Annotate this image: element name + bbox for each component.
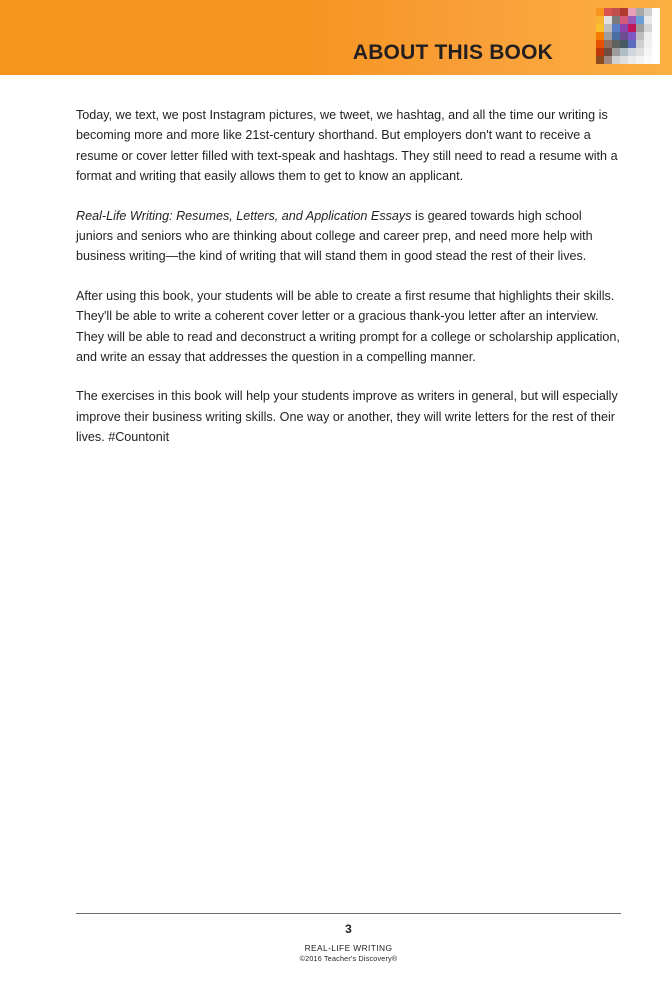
page-title: ABOUT THIS BOOK: [352, 41, 553, 64]
mosaic-cell: [604, 48, 612, 56]
mosaic-cell: [620, 32, 628, 40]
mosaic-cell: [596, 24, 604, 32]
mosaic-cell: [628, 16, 636, 24]
mosaic-cell: [652, 40, 660, 48]
mosaic-cell: [612, 8, 620, 16]
mosaic-cell: [636, 8, 644, 16]
paragraph-2-rest: is geared towards high school juniors and seniors who are thinking about college and career prep, and need more help with business writing—the kind of writing that will stand them in good stead the rest of their lives.: [76, 208, 593, 264]
page-number: 3: [345, 922, 352, 936]
mosaic-cell: [612, 24, 620, 32]
mosaic-cell: [652, 16, 660, 24]
mosaic-cell: [612, 32, 620, 40]
paragraph-3: After using this book, your students will be able to create a first resume that highlights their skills. They'll be able to write a coherent cover letter or a gracious thank-you letter after an interview. They will be able to read and deconstruct a writing prompt for a college or scholarship application, and write an essay that addresses the question in a compelling manner.: [76, 288, 620, 364]
mosaic-cell: [620, 48, 628, 56]
mosaic-cell: [644, 8, 652, 16]
mosaic-cell: [644, 24, 652, 32]
mosaic-cell: [644, 32, 652, 40]
book-title-italic: Real-Life Writing: Resumes, Letters, and Application Essays: [76, 208, 412, 223]
mosaic-cell: [612, 56, 620, 64]
mosaic-cell: [628, 32, 636, 40]
footer-divider: [76, 913, 621, 914]
mosaic-cell: [620, 24, 628, 32]
mosaic-cell: [628, 40, 636, 48]
footer-copyright: ©2016 Teacher's Discovery®: [299, 954, 398, 964]
mosaic-cell: [612, 48, 620, 56]
mosaic-cell: [636, 16, 644, 24]
mosaic-cell: [652, 48, 660, 56]
mosaic-cell: [636, 32, 644, 40]
mosaic-cell: [604, 8, 612, 16]
mosaic-cell: [652, 32, 660, 40]
mosaic-cell: [644, 40, 652, 48]
paragraph-2: [76, 206, 621, 267]
paragraph-4: The exercises in this book will help your students improve as writers in general, but will especially improve their business writing skills. One way or another, they will write letters for the rest of their lives. #Countonit: [76, 389, 618, 445]
footer-book-title: REAL-LIFE WRITING: [304, 942, 393, 953]
mosaic-cell: [604, 16, 612, 24]
mosaic-cell: [636, 48, 644, 56]
mosaic-cell: [620, 40, 628, 48]
mosaic-cell: [652, 8, 660, 16]
mosaic-cell: [596, 32, 604, 40]
mosaic-cell: [596, 16, 604, 24]
mosaic-cell: [620, 8, 628, 16]
mosaic-cell: [596, 48, 604, 56]
mosaic-cell: [652, 56, 660, 64]
mosaic-cell: [628, 56, 636, 64]
mosaic-cell: [636, 24, 644, 32]
mosaic-cell: [596, 8, 604, 16]
mosaic-cell: [644, 48, 652, 56]
mosaic-cell: [620, 16, 628, 24]
mosaic-cell: [604, 56, 612, 64]
mosaic-cell: [620, 56, 628, 64]
mosaic-cell: [636, 40, 644, 48]
mosaic-cell: [628, 48, 636, 56]
header-banner: [0, 0, 672, 75]
mosaic-cell: [596, 56, 604, 64]
mosaic-cell: [636, 56, 644, 64]
mosaic-cell: [644, 16, 652, 24]
mosaic-cell: [628, 24, 636, 32]
mosaic-cell: [652, 24, 660, 32]
mosaic-cell: [628, 8, 636, 16]
mosaic-cell: [604, 24, 612, 32]
mosaic-cell: [612, 16, 620, 24]
about-this-book-content: [76, 105, 621, 447]
page-footer: [76, 913, 621, 964]
mosaic-cell: [604, 32, 612, 40]
pixel-mosaic-logo-icon: [596, 8, 660, 64]
mosaic-cell: [604, 40, 612, 48]
mosaic-cell: [596, 40, 604, 48]
paragraph-1: Today, we text, we post Instagram pictures, we tweet, we hashtag, and all the time our writing is becoming more and more like 21st-century shorthand. But employers don't want to receive a resume or cover letter filled with text-speak and hashtags. They still need to read a resume with a format and writing that easily allows them to get to know an applicant.: [76, 108, 618, 184]
mosaic-cell: [612, 40, 620, 48]
mosaic-cell: [644, 56, 652, 64]
